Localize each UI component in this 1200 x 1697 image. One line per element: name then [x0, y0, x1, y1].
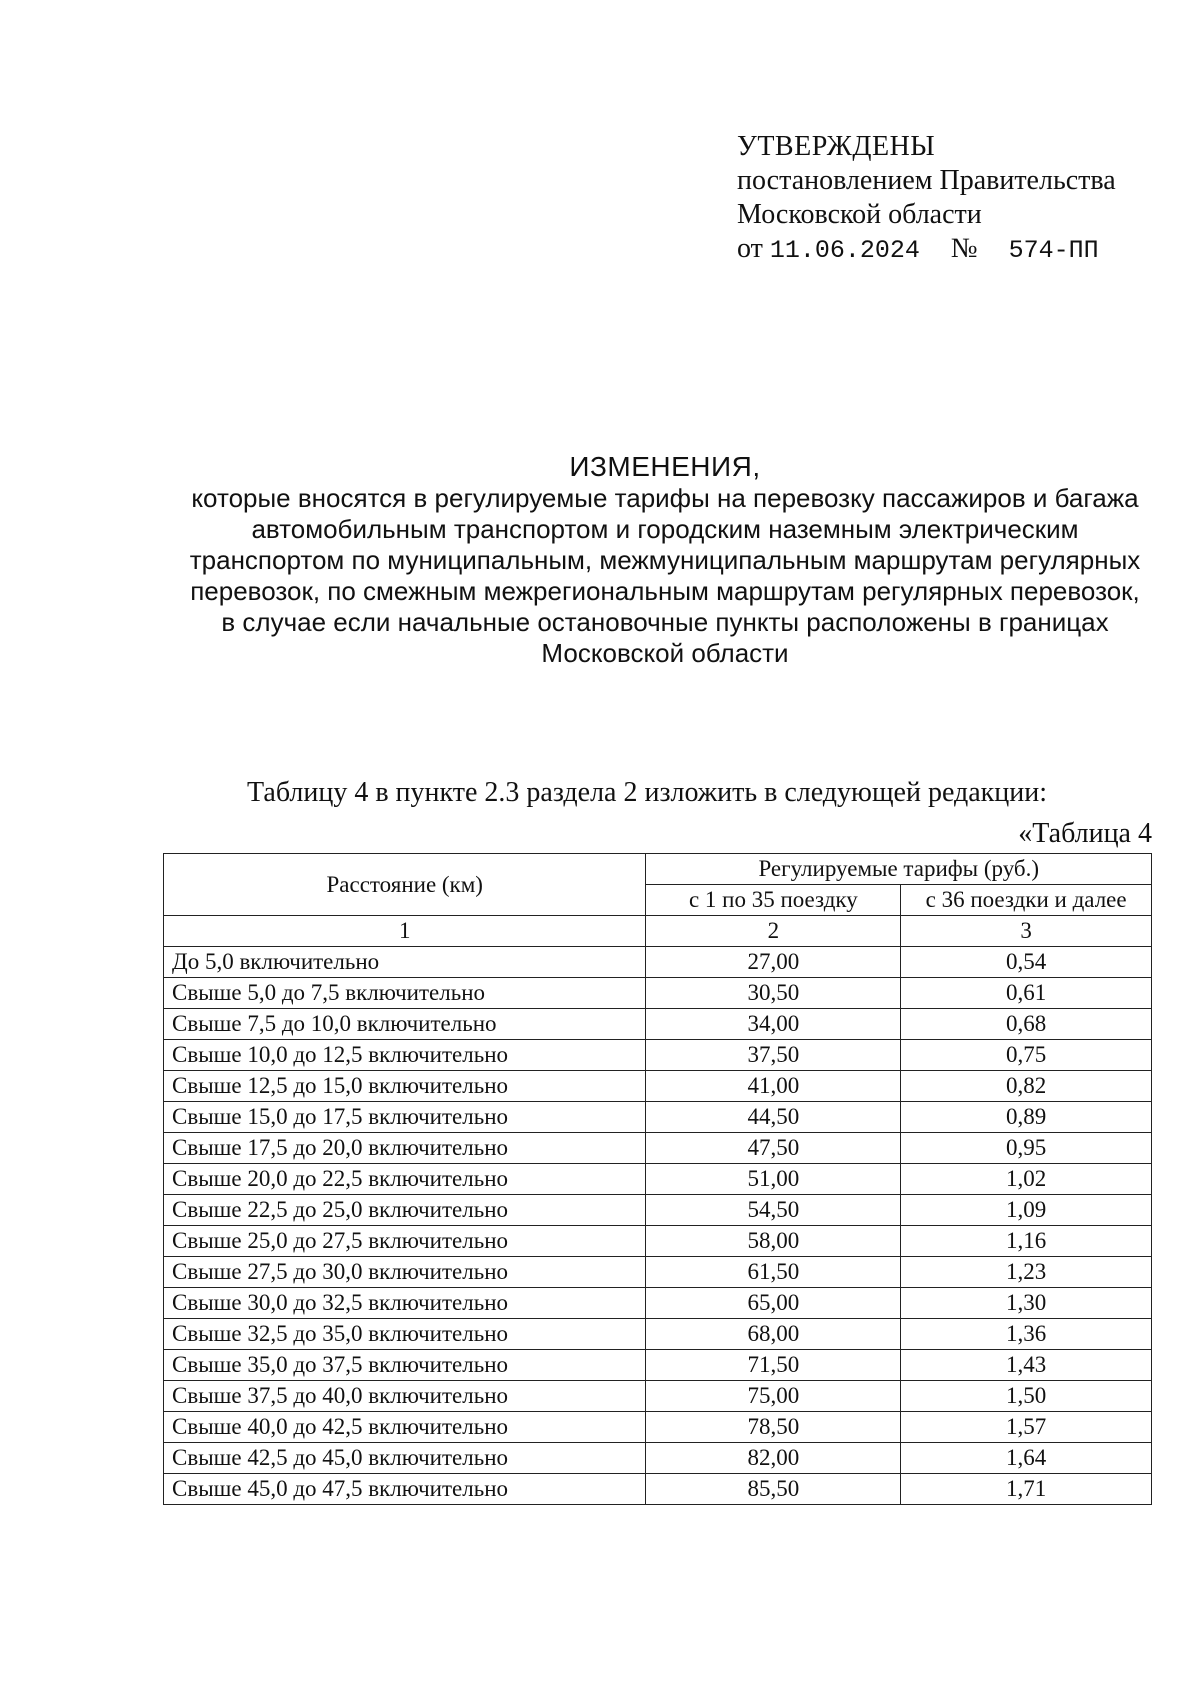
table-row: [164, 947, 1152, 978]
row-distance: Свыше 45,0 до 47,5 включительно: [164, 1474, 646, 1505]
table-row: [164, 1257, 1152, 1288]
approval-date-line: [737, 232, 1116, 268]
row-distance: Свыше 20,0 до 22,5 включительно: [164, 1164, 646, 1195]
row-distance: Свыше 25,0 до 27,5 включительно: [164, 1226, 646, 1257]
table-row: [164, 1195, 1152, 1226]
table-row: [164, 1164, 1152, 1195]
header-tariffs: Регулируемые тарифы (руб.): [646, 854, 1152, 885]
row-tariff-1-35: 44,50: [646, 1102, 901, 1133]
document-heading: [170, 451, 1160, 669]
row-tariff-36-plus: 1,30: [901, 1288, 1152, 1319]
row-tariff-1-35: 82,00: [646, 1443, 901, 1474]
row-tariff-36-plus: 1,09: [901, 1195, 1152, 1226]
approval-block: [737, 130, 1116, 268]
row-tariff-36-plus: 1,16: [901, 1226, 1152, 1257]
date-prefix: от: [737, 233, 763, 264]
row-distance: Свыше 7,5 до 10,0 включительно: [164, 1009, 646, 1040]
row-tariff-1-35: 85,50: [646, 1474, 901, 1505]
row-tariff-36-plus: 1,43: [901, 1350, 1152, 1381]
resolution-number: 574-ПП: [1008, 236, 1099, 265]
row-tariff-1-35: 41,00: [646, 1071, 901, 1102]
table-header-row: [164, 854, 1152, 885]
row-tariff-1-35: 54,50: [646, 1195, 901, 1226]
approval-date: 11.06.2024: [769, 236, 920, 265]
table-row: [164, 1412, 1152, 1443]
table-row: [164, 1009, 1152, 1040]
row-tariff-1-35: 30,50: [646, 978, 901, 1009]
row-distance: Свыше 17,5 до 20,0 включительно: [164, 1133, 646, 1164]
table-row: [164, 1133, 1152, 1164]
row-tariff-36-plus: 0,82: [901, 1071, 1152, 1102]
row-tariff-36-plus: 1,36: [901, 1319, 1152, 1350]
row-distance: Свыше 15,0 до 17,5 включительно: [164, 1102, 646, 1133]
row-tariff-36-plus: 0,75: [901, 1040, 1152, 1071]
row-tariff-36-plus: 1,23: [901, 1257, 1152, 1288]
table-body: [164, 947, 1152, 1505]
heading-line: перевозок, по смежным межрегиональным маршрутам регулярных перевозок,: [190, 576, 1140, 606]
heading-line: в случае если начальные остановочные пункты расположены в границах: [221, 607, 1109, 637]
table-row: [164, 978, 1152, 1009]
table-row: [164, 1040, 1152, 1071]
table-row: [164, 1474, 1152, 1505]
approval-line-2: Московской области: [737, 199, 982, 230]
row-distance: Свыше 37,5 до 40,0 включительно: [164, 1381, 646, 1412]
row-tariff-1-35: 58,00: [646, 1226, 901, 1257]
row-distance: До 5,0 включительно: [164, 947, 646, 978]
row-tariff-36-plus: 0,54: [901, 947, 1152, 978]
header-trips-1-35: с 1 по 35 поездку: [646, 885, 901, 916]
row-distance: Свыше 27,5 до 30,0 включительно: [164, 1257, 646, 1288]
table-row: [164, 1102, 1152, 1133]
column-number-row: [164, 916, 1152, 947]
row-distance: Свыше 22,5 до 25,0 включительно: [164, 1195, 646, 1226]
header-trips-36-plus: с 36 поездки и далее: [901, 885, 1152, 916]
column-number: 1: [164, 916, 646, 947]
row-distance: Свыше 32,5 до 35,0 включительно: [164, 1319, 646, 1350]
tariffs-table: [163, 853, 1152, 1505]
heading-title: ИЗМЕНЕНИЯ,: [569, 451, 761, 482]
table-row: [164, 1071, 1152, 1102]
row-tariff-36-plus: 1,57: [901, 1412, 1152, 1443]
row-tariff-1-35: 47,50: [646, 1133, 901, 1164]
column-number: 3: [901, 916, 1152, 947]
row-tariff-36-plus: 0,95: [901, 1133, 1152, 1164]
approval-line-1: постановлением Правительства: [737, 165, 1116, 196]
row-tariff-36-plus: 1,64: [901, 1443, 1152, 1474]
row-tariff-36-plus: 1,71: [901, 1474, 1152, 1505]
approval-title: УТВЕРЖДЕНЫ: [737, 131, 936, 162]
row-tariff-1-35: 75,00: [646, 1381, 901, 1412]
row-tariff-1-35: 61,50: [646, 1257, 901, 1288]
row-distance: Свыше 40,0 до 42,5 включительно: [164, 1412, 646, 1443]
row-distance: Свыше 30,0 до 32,5 включительно: [164, 1288, 646, 1319]
heading-line: автомобильным транспортом и городским наземным электрическим: [251, 514, 1079, 544]
table-label: «Таблица 4: [1018, 818, 1152, 849]
row-tariff-1-35: 37,50: [646, 1040, 901, 1071]
row-distance: Свыше 35,0 до 37,5 включительно: [164, 1350, 646, 1381]
row-tariff-1-35: 78,50: [646, 1412, 901, 1443]
table-row: [164, 1288, 1152, 1319]
row-tariff-1-35: 27,00: [646, 947, 901, 978]
table-row: [164, 1319, 1152, 1350]
row-tariff-1-35: 34,00: [646, 1009, 901, 1040]
row-tariff-36-plus: 0,89: [901, 1102, 1152, 1133]
table-row: [164, 1226, 1152, 1257]
row-tariff-1-35: 71,50: [646, 1350, 901, 1381]
row-tariff-36-plus: 0,68: [901, 1009, 1152, 1040]
row-distance: Свыше 10,0 до 12,5 включительно: [164, 1040, 646, 1071]
heading-line: Московской области: [541, 638, 789, 668]
heading-line: транспортом по муниципальным, межмуниципальным маршрутам регулярных: [189, 545, 1141, 575]
header-distance: Расстояние (км): [164, 854, 646, 916]
row-tariff-1-35: 51,00: [646, 1164, 901, 1195]
column-number: 2: [646, 916, 901, 947]
row-tariff-1-35: 65,00: [646, 1288, 901, 1319]
number-sign: №: [950, 233, 978, 264]
table-row: [164, 1443, 1152, 1474]
row-tariff-36-plus: 1,50: [901, 1381, 1152, 1412]
table-row: [164, 1381, 1152, 1412]
row-tariff-36-plus: 0,61: [901, 978, 1152, 1009]
row-distance: Свыше 12,5 до 15,0 включительно: [164, 1071, 646, 1102]
row-tariff-1-35: 68,00: [646, 1319, 901, 1350]
instruction-text: Таблицу 4 в пункте 2.3 раздела 2 изложить в следующей редакции:: [247, 777, 1048, 808]
row-distance: Свыше 5,0 до 7,5 включительно: [164, 978, 646, 1009]
row-tariff-36-plus: 1,02: [901, 1164, 1152, 1195]
table-row: [164, 1350, 1152, 1381]
heading-line: которые вносятся в регулируемые тарифы на перевозку пассажиров и багажа: [191, 483, 1139, 513]
row-distance: Свыше 42,5 до 45,0 включительно: [164, 1443, 646, 1474]
